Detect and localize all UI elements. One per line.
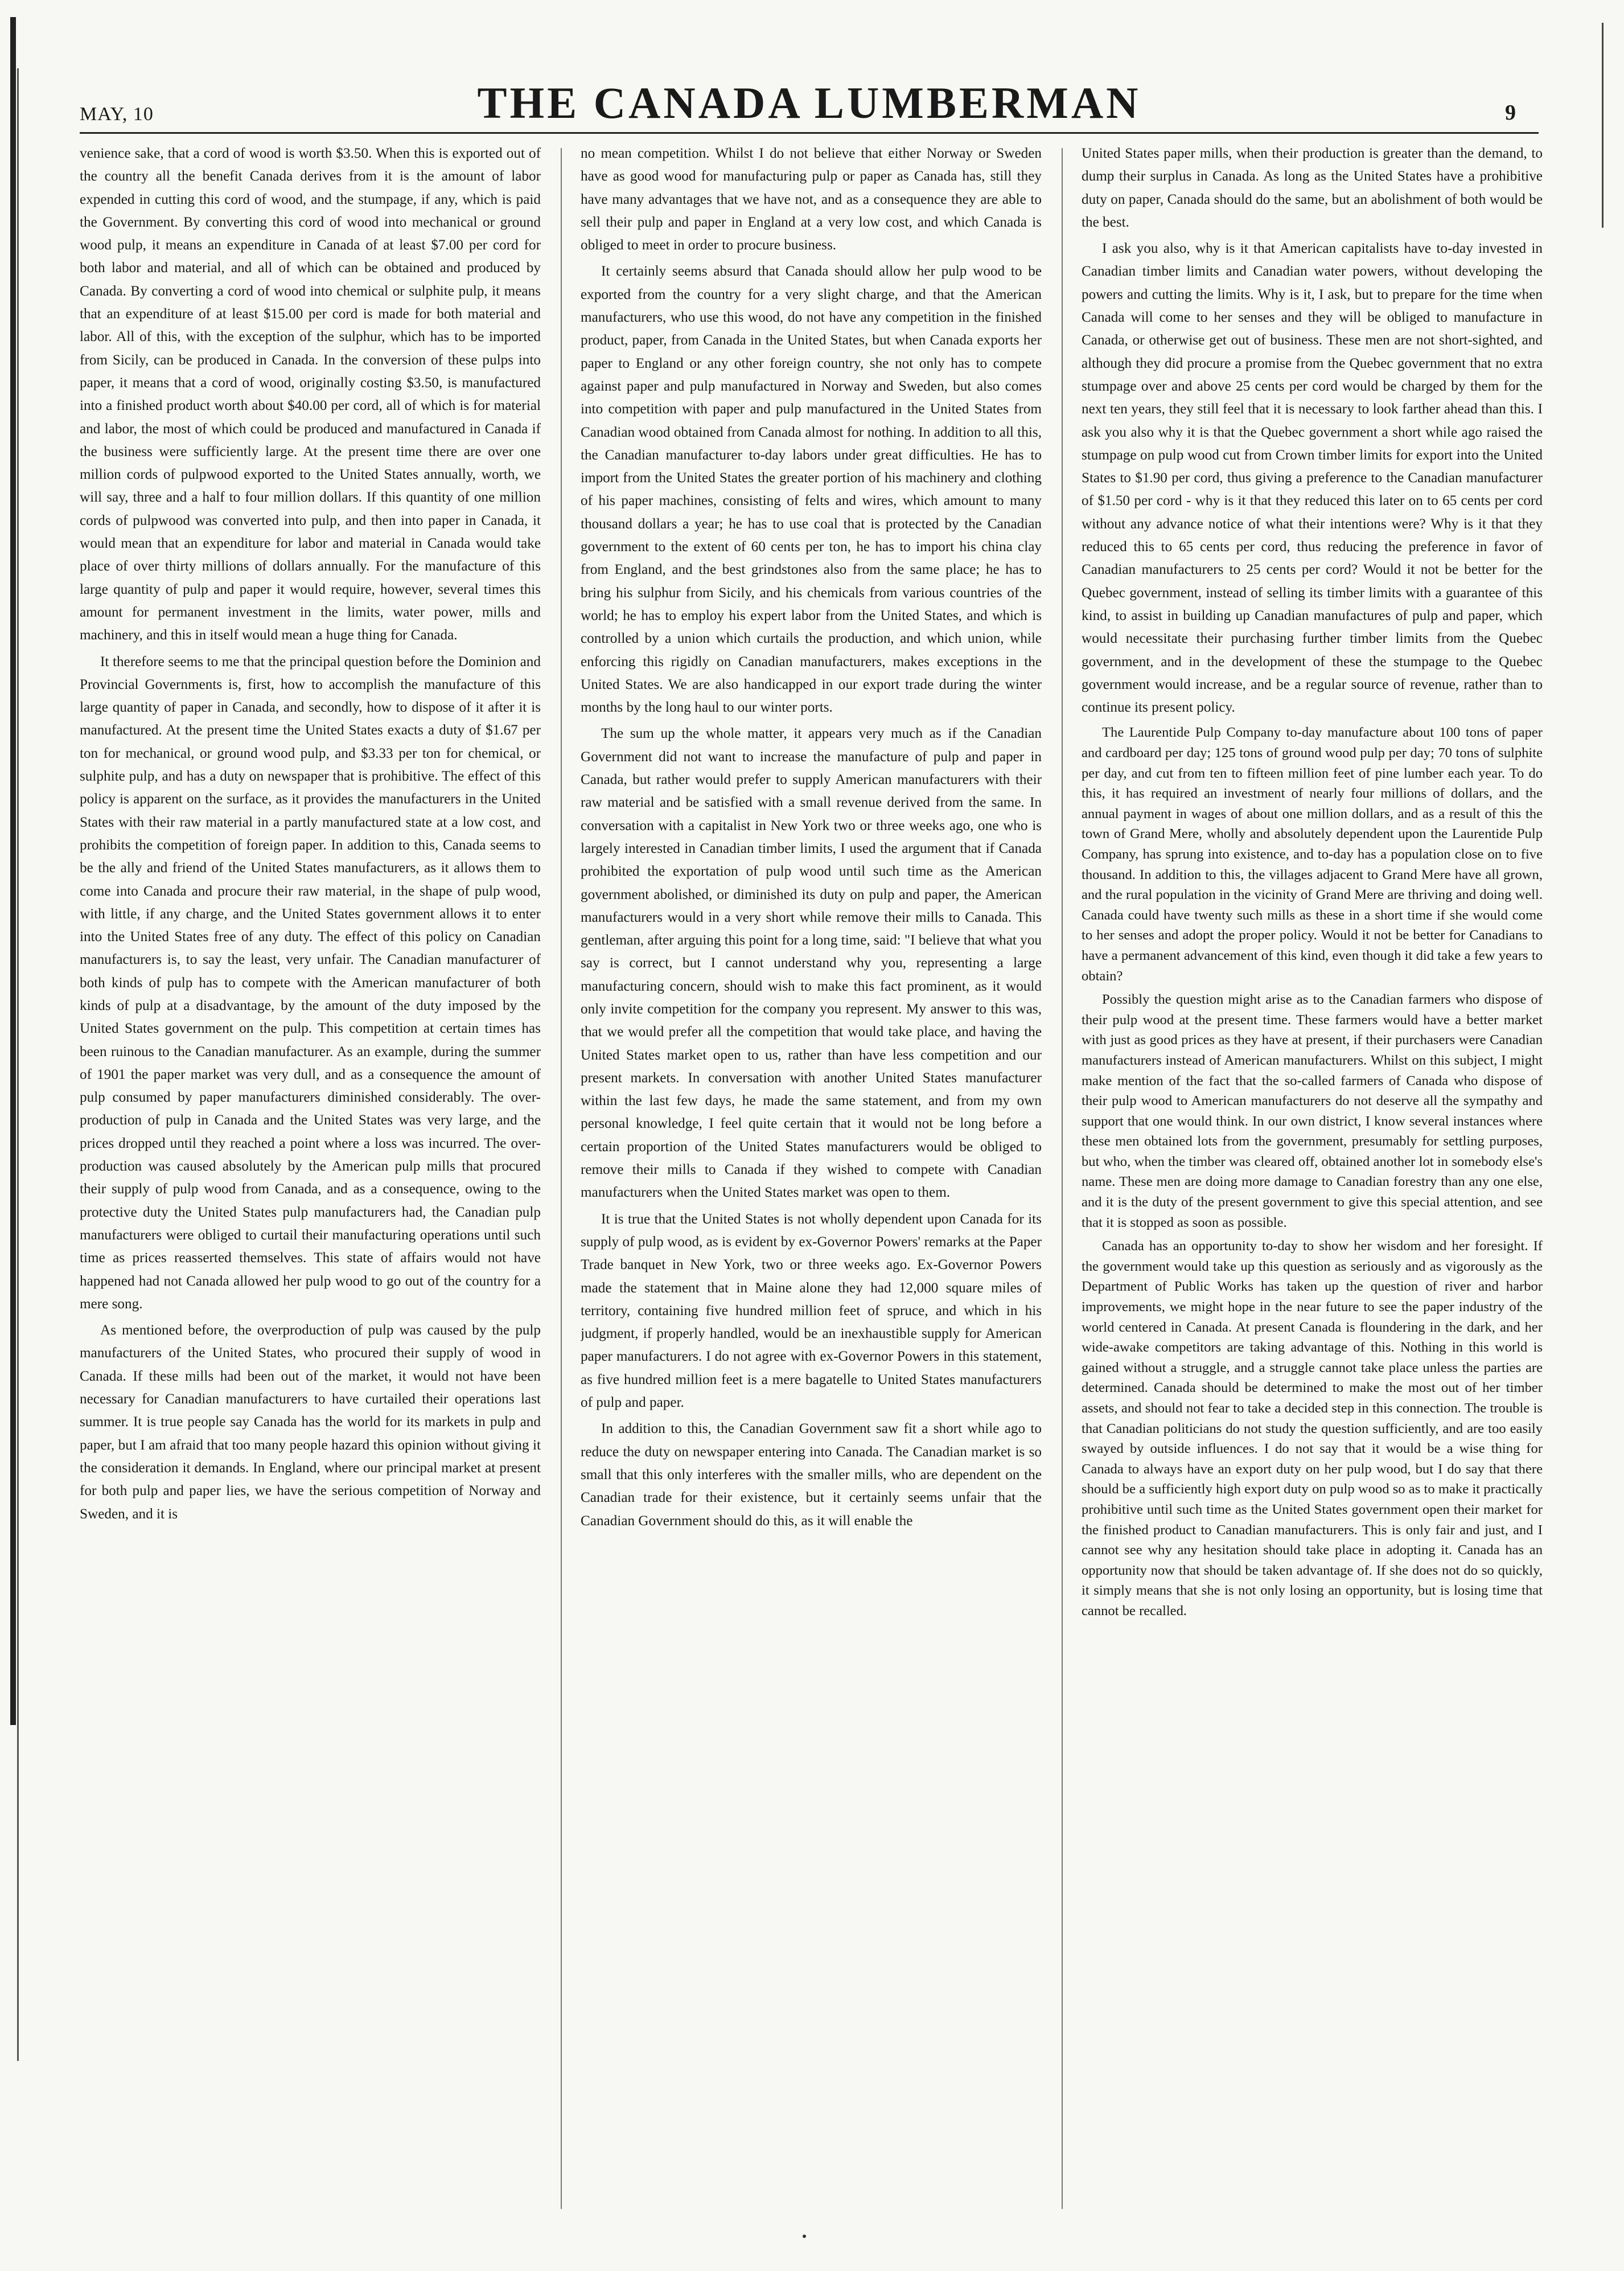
paragraph: It therefore seems to me that the principal question before the Dominion and Provincial Governments is, first, how to accomplish the manufacture of this large quantity of paper in Canada, and secondly, how to dispose of it after it is manufactured. At the present time the United States exacts a duty of $1.67 per ton for mechanical, or ground wood pulp, and $3.33 per ton for chemical, or sulphite pulp, and has a duty on newspaper that is prohibitive. The effect of this policy is apparent on the surface, as it provides the manufacturers in the United States with their raw material in a partly manufactured state at a low cost, and prohibits the competition of foreign paper. In addition to this, Canada seems to be the ally and friend of the United States manufacturers, as it allows them to come into Canada and procure their raw material, in the shape of pulp wood, with little, if any charge, and the United States government allows it to enter into the United States free of any duty. The effect of this policy on Canadian manufacturers is, to say the least, very unfair. The Canadian manufacturer of both kinds of pulp has to compete with the American manufacturer of both kinds of pulp at a disadvantage, by the amount of the duty imposed by the United States government on the pulp. This competition at certain times has been ruinous to the Canadian manufacturer. As an example, during the summer of 1901 the paper market was very dull, and as a consequence the amount of pulp consumed by paper manufacturers diminished considerably. The over-production of pulp in Canada and the United States was very large, and the prices dropped until they reached a point where a loss was incurred. The over-production was caused absolutely by the American pulp mills that procured their supply of pulp wood from Canada, and as a consequence, owing to the protective duty the United States pulp manufacturers had, the Canadian pulp manufacturers were obliged to curtail their manufacturing operations until such time as prices reasserted themselves. This state of affairs would not have happened had not Canada allowed her pulp wood to go out of the country for a mere song. — [80, 654, 541, 1312]
page-number: 9 — [1505, 101, 1516, 125]
binding-edge-line — [17, 68, 19, 2061]
column-rule — [561, 148, 562, 2209]
issue-date: MAY, 10 — [80, 104, 154, 125]
masthead-title: THE CANADA LUMBERMAN — [477, 78, 1141, 128]
article-columns — [80, 142, 1543, 2226]
paragraph: Canada has an opportunity to-day to show her wisdom and her foresight. If the government would take up this question as seriously and as vigorously as the Department of Public Works has taken up the question of river and harbor improvements, we might hope in the near future to see the paper industry of the world centered in Canada. At present Canada is floundering in the dark, and her wide-awake competitors are taking advantage of this. Nothing in this world is gained without a struggle, and a struggle cannot take place unless the parties are determined. Canada should be determined to make the most out of her timber assets, and should not fear to take a decided step in this connection. The trouble is that Canadian politicians do not study the question sufficiently, and are too easily swayed by outside influences. I do not say that it would be a wise thing for Canada to always have an export duty on her pulp wood, but I do say that there should be a sufficiently high export duty on pulp wood so as to make it practically prohibitive until such time as the United States government open their market for the finished product to Canadian manufacturers. This is only fair and just, and I cannot see why any hesitation should take place in adopting it. Canada has an opportunity now that should be taken advantage of. If she does not do so quickly, it simply means that she is not only losing an opportunity, but is losing time that cannot be recalled. — [1082, 1238, 1543, 1619]
page-header — [80, 80, 1539, 131]
compact-text-block — [1082, 722, 1543, 1621]
paragraph: The Laurentide Pulp Company to-day manufacture about 100 tons of paper and cardboard per day; 125 tons of ground wood pulp per day; 70 tons of sulphite per day, and cut from ten to fifteen million feet of pine lumber each year. To do this, it has required an investment of nearly four millions of dollars, and the annual payment in wages of about one million dollars, and as a result of this the town of Grand Mere, wholly and absolutely dependent upon the Laurentide Pulp Company, has sprung into existence, and to-day has a population close on to five thousand. In addition to this, the villages adjacent to Grand Mere have all grown, and the rural population in the vicinity of Grand Mere are thriving and doing well. Canada could have twenty such mills as these in a short time if she would come to her senses and adopt the proper policy. Would it not be better for Canadians to have a permanent advancement of this kind, even though it did take a few years to obtain? — [1082, 725, 1543, 984]
paragraph: It is true that the United States is not wholly dependent upon Canada for its supply of pulp wood, as is evident by ex-Governor Powers' remarks at the Paper Trade banquet in New York, two or three weeks ago. Ex-Governor Powers made the statement that in Maine alone they had 12,000 square miles of territory, containing five hundred million feet of spruce, and which in his judgment, if properly handled, would be an inexhaustible supply for American paper manufacturers. I do not agree with ex-Governor Powers in this statement, as five hundred million feet is a mere bagatelle to United States manufacturers of pulp and paper. — [581, 1211, 1042, 1411]
column-3 — [1082, 142, 1543, 2220]
paragraph: Possibly the question might arise as to the Canadian farmers who dispose of their pulp wood at the present time. These farmers would have a better market with just as good prices as they have at present, if their purchasers were Canadian manufacturers instead of American manufacturers. Whilst on this subject, I might make mention of the fact that the so-called farmers of Canada who dispose of their pulp wood to American manufacturers do not deserve all the sympathy and support that one would think. In our own district, I know several instances where these men obtained lots from the government, presumably for settling purposes, but who, when the timber was cleared off, obtained another lot in somebody else's name. These men are doing more damage to Canadian forestry than any one else, and it is the duty of the present government to give this special attention, and see that it is stopped as soon as possible. — [1082, 992, 1543, 1230]
paragraph: It certainly seems absurd that Canada should allow her pulp wood to be exported from the country for a very slight charge, and that the American manufacturers, who use this wood, do not have any competition in the finished product, paper, from Canada in the United States, but when Canada exports her paper to England or any other foreign country, she not only has to compete against paper and pulp manufactured in Norway and Sweden, but also comes into competition with paper and pulp manufactured in the United States from Canadian wood obtained from Canada almost for nothing. In addition to all this, the Canadian manufacturer to-day labors under great difficulties. He has to import from the United States the greater portion of his machinery and clothing of his paper machines, consisting of felts and wires, which amount to many thousand dollars a year; he has to use coal that is protected by the Canadian government to the extent of 60 cents per ton, he has to import his china clay from England, and the best grindstones also from the same place; he has to bring his sulphur from Sicily, and his chemicals from various countries of the world; he has to employ his expert labor from the United States, and which is controlled by a union which curtails the production, and which union, while enforcing this rigidly on Canadian manufacturers, makes exceptions in the United States. We are also handicapped in our export trade during the winter months by the long haul to our winter ports. — [581, 264, 1042, 716]
paragraph: I ask you also, why is it that American capitalists have to-day invested in Canadian timber limits and Canadian water powers, without developing the powers and cutting the limits. Why is it, I ask, but to prepare for the time when Canada will come to her senses and they will be obliged to manufacture in Canada, or otherwise get out of business. These men are not short-sighted, and although they did procure a promise from the Quebec government that no extra stumpage over and above 25 cents per cord would be charged by them for the next ten years, they still feel that it is necessary to look farther ahead than this. I ask you also why it is that the Quebec government a short while ago raised the stumpage on pulp wood cut from Crown timber limits for export into the United States to $1.90 per cord, thus giving a preference to the Canadian manufacturer of $1.50 per cord - why is it that they reduced this later on to 65 cents per cord without any advance notice of what their intentions were? Why is it that they reduced this to 65 cents per cord, thus reducing the preference in favor of Canadian manufacturers to 25 cents per cord? Would it not be better for the Quebec government, instead of selling its timber limits with a guarantee of this kind, to assist in building up Canadian manufactures of pulp and paper, which would necessitate their purchasing further timber limits from the Quebec government, and in the development of these the stumpage to the Quebec government would increase, and be a regular source of revenue, rather than to continue its present policy. — [1082, 241, 1543, 716]
margin-marks — [1602, 23, 1607, 228]
column-rule — [1062, 148, 1063, 2209]
paragraph: The sum up the whole matter, it appears very much as if the Canadian Government did not want to increase the manufacture of pulp and paper in Canada, but rather would prefer to supply American manufacturers with their raw material and be satisfied with a small revenue derived from the same. In conversation with a capitalist in New York two or three weeks ago, one who is largely interested in Canadian timber limits, I used the argument that if Canada prohibited the exportation of pulp wood until such time as the American government abolished, or diminished its duty on pulp and paper, the American manufacturers would in a very short while remove their mills to Canada. This gentleman, after arguing this point for a long time, said: "I believe that what you say is correct, but I cannot understand why you, representing a large manufacturing concern, should wish to make this fact prominent, as it would only invite competition for the company you represent. My answer to this was, that we would prefer all the competition that would take place, and having the United States market open to us, rather than have less competition and our present markets. In conversation with another United States manufacturer within the last few days, he made the same statement, and from my own personal knowledge, I feel quite certain that it would not be long before a certain proportion of the United States manufacturers would be obliged to remove their mills to Canada if they wished to compete with Canadian manufacturers when the United States market was open to them. — [581, 726, 1042, 1201]
paragraph: United States paper mills, when their production is greater than the demand, to dump their surplus in Canada. As long as the United States have a prohibitive duty on paper, Canada should do the same, but an abolishment of both would be the best. — [1082, 146, 1543, 230]
paragraph: In addition to this, the Canadian Government saw fit a short while ago to reduce the duty on newspaper entering into Canada. The Canadian market is so small that this only interferes with the smaller mills, who are dependent on the Canadian trade for their existence, but it certainly seems unfair that the Canadian Government should do this, as it will enable the — [581, 1421, 1042, 1529]
paragraph: As mentioned before, the overproduction of pulp was caused by the pulp manufacturers of the United States, who procured their supply of wood in Canada. If these mills had been out of the market, it would not have been necessary for Canadian manufacturers to have curtailed their operations last summer. It is true people say Canada has the world for its markets in pulp and paper, but I am afraid that too many people hazard this opinion without giving it the consideration it demands. In England, where our principal market at present for both pulp and paper lies, we have the serious competition of Norway and Sweden, and it is — [80, 1323, 541, 1522]
binding-edge — [10, 17, 16, 1725]
header-rule — [80, 132, 1539, 134]
column-1 — [80, 142, 541, 2220]
column-2 — [581, 142, 1042, 2220]
paragraph: no mean competition. Whilst I do not believe that either Norway or Sweden have as good wood for manufacturing pulp or paper as Canada has, still they have many advantages that we have not, and as a consequence they are able to sell their pulp and paper in England at a very low cost, and which Canada is obliged to meet in order to procure business. — [581, 146, 1042, 253]
paragraph: venience sake, that a cord of wood is worth $3.50. When this is exported out of the country all the benefit Canada derives from it is the amount of labor expended in cutting this cord of wood, and the stumpage, if any, which is paid the Government. By converting this cord of wood into mechanical or ground wood pulp, it means an expenditure in Canada of at least $7.00 per cord for both labor and material, and all of which can be obtained and produced by Canada. By converting a cord of wood into chemical or sulphite pulp, it means that an expenditure of at least $15.00 per cord is made for both material and labor. All of this, with the exception of the sulphur, which has to be imported from Sicily, can be produced in Canada. In the conversion of these pulps into paper, it means that a cord of wood, originally costing $3.50, is manufactured into a finished product worth about $40.00 per cord, all of which is for material and labor, the most of which could be produced and manufactured in Canada if the business were sufficiently large. At the present time there are over one million cords of pulpwood exported to the United States annually, worth, we will say, three and a half to four million dollars. If this quantity of one million cords of pulpwood was converted into pulp, and then into paper in Canada, it would mean that an expenditure for labor and material in Canada would take place of over thirty millions of dollars annually. For the manufacture of this large quantity of pulp and paper it would require, however, several times this amount for permanent investment in the limits, water power, mills and machinery, and this in itself would mean a huge thing for Canada. — [80, 146, 541, 643]
print-speck — [803, 2235, 806, 2238]
